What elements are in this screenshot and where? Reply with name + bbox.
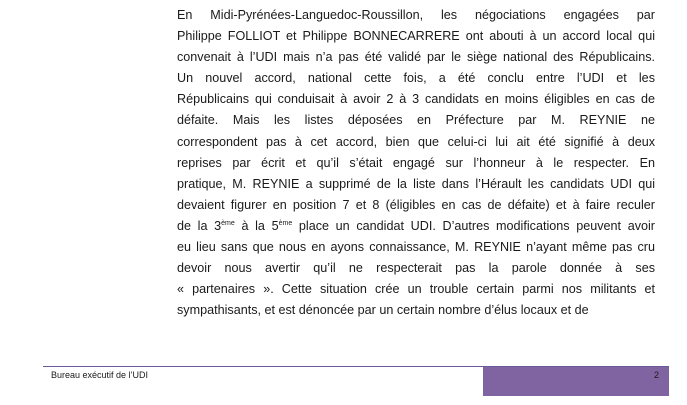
paragraph-line: correspondent pas à cet accord, bien que celui-ci lui ait été signifié à deux bbox=[177, 134, 655, 149]
footer-label: Bureau exécutif de l’UDI bbox=[51, 370, 149, 380]
paragraph-line: devoir nous avertir qu’il ne respecterait pas la parole donnée à ses bbox=[177, 261, 655, 276]
ordinal-superscript: ème bbox=[221, 219, 235, 227]
paragraph-line: reprises par écrit et qu’il s’était engagé sur l’honneur à le respecter. En bbox=[177, 155, 655, 170]
line-text-mid: à la 5 bbox=[234, 218, 279, 233]
paragraph-line: défaite. Mais les listes déposées en Préfecture par M. REYNIE ne bbox=[177, 113, 655, 128]
paragraph-line: Un nouvel accord, national cette fois, a été conclu entre l’UDI et les bbox=[177, 71, 655, 86]
paragraph-line: Philippe FOLLIOT et Philippe BONNECARRERE ont abouti à un accord local qui bbox=[177, 29, 655, 44]
paragraph-line: eu lieu sans que nous en ayons connaissance, M. REYNIE n’ayant même pas cru bbox=[177, 240, 655, 255]
paragraph-line: convenait à l’UDI mais n’a pas été validé par le siège national des Républicains. bbox=[177, 50, 655, 65]
footer-accent-band bbox=[483, 367, 669, 396]
paragraph-line: En Midi-Pyrénées-Languedoc-Roussillon, les négociations engagées par bbox=[177, 8, 655, 22]
paragraph-line: sympathisants, et est dénoncée par un certain nombre d’élus locaux et de bbox=[177, 303, 589, 318]
page-number: 2 bbox=[654, 370, 660, 380]
line-text-post: place un candidat UDI. D’autres modifications peuvent avoir bbox=[292, 218, 655, 233]
line-text-pre: de la 3 bbox=[177, 218, 222, 233]
paragraph-line-ordinals bbox=[177, 216, 655, 237]
document-body bbox=[177, 5, 655, 321]
paragraph-line: Républicains qui conduisait à avoir 2 à 3 candidats en moins éligibles en cas de bbox=[177, 92, 655, 107]
paragraph-line: « partenaires ». Cette situation crée un trouble certain parmi nos militants et bbox=[177, 282, 655, 297]
paragraph-line: pratique, M. REYNIE a supprimé de la liste dans l’Hérault les candidats UDI qui bbox=[177, 176, 655, 191]
paragraph-line: devaient figurer en position 7 et 8 (éligibles en cas de défaite) et à faire reculer bbox=[177, 197, 655, 212]
ordinal-superscript: ème bbox=[278, 219, 293, 227]
